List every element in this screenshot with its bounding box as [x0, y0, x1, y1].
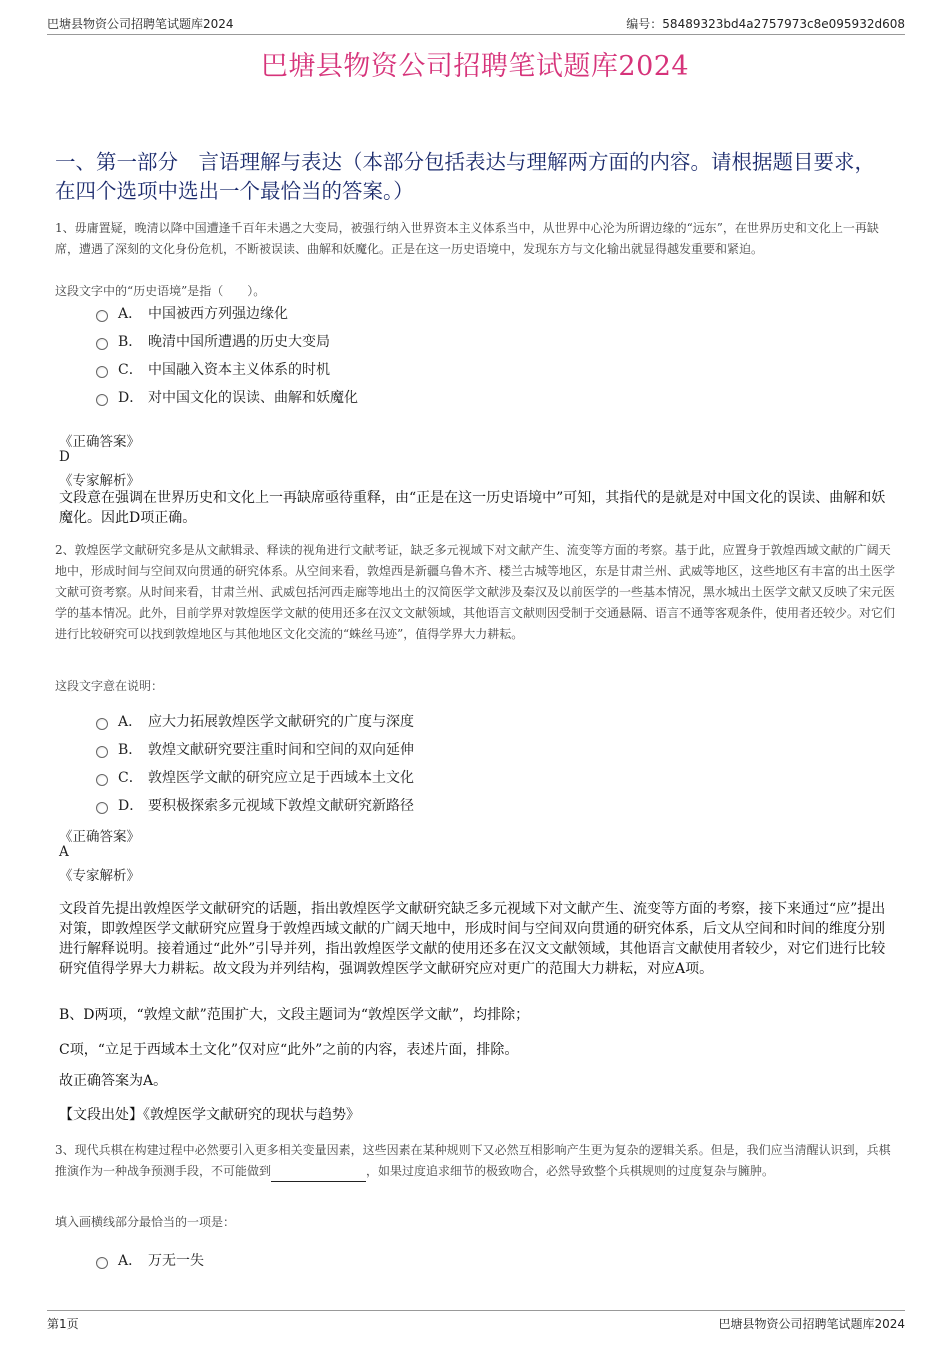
q1-option-b[interactable]	[96, 331, 330, 351]
radio-icon[interactable]	[96, 1257, 108, 1269]
radio-icon[interactable]	[96, 394, 108, 406]
page-header	[47, 14, 905, 35]
header-doc-id: 编号：58489323bd4a2757973c8e095932d608	[626, 17, 905, 31]
footer-page-number: 第1页	[47, 1317, 79, 1331]
fill-blank	[271, 1167, 366, 1182]
q3-passage	[55, 1140, 897, 1182]
q2-answer: A	[59, 844, 69, 860]
q2-passage: 2、敦煌医学文献研究多是从文献辑录、释读的视角进行文献考证，缺乏多元视域下对文献产生、流变等方面的考察。基于此，应置身于敦煌西域文献的广阔天地中，形成时间与空间双向贯通的研究体系。从空间来看，敦煌西是新疆乌鲁木齐、楼兰古城等地区，东是甘肃兰州、武威等地区，这些地区有丰富的出土医学文献可资考察。从时间来看，甘肃兰州、武威包括河西走廊等地出土的汉简医学文献涉及秦汉及以前医学的一些基本情况，黑水城出土医学文献又反映了宋元医学的基本情况。此外，目前学界对敦煌医学文献的使用还多在汉文文献领域，其他语言文献则因受制于交通悬隔、语言不通等客观条件，使用者还较少。对它们进行比较研究可以找到敦煌地区与其他地区文化交流的“蛛丝马迹”，值得学界大力耕耘。	[55, 543, 896, 641]
radio-icon[interactable]	[96, 774, 108, 786]
q3-question: 填入画横线部分最恰当的一项是：	[55, 1215, 236, 1229]
footer-title: 巴塘县物资公司招聘笔试题库2024	[718, 1317, 905, 1331]
q2-analysis-options-bd: B、D两项，“敦煌文献”范围扩大，文段主题词为“敦煌医学文献”，均排除；	[59, 1007, 530, 1023]
q2-option-b[interactable]	[96, 739, 414, 759]
q2-question: 这段文字意在说明：	[55, 679, 164, 693]
page-footer	[47, 1310, 905, 1335]
option-letter: A．	[118, 714, 143, 730]
option-letter: A．	[118, 1253, 143, 1269]
option-letter: A．	[118, 306, 143, 322]
option-text: 中国被西方列强边缘化	[148, 306, 288, 322]
radio-icon[interactable]	[96, 338, 108, 350]
option-letter: D．	[118, 798, 144, 814]
option-text: 万无一失	[148, 1253, 204, 1269]
q3-text-after: ，如果过度追求细节的极致吻合，必然导致整个兵棋规则的过度复杂与臃肿。	[366, 1164, 775, 1178]
option-text: 敦煌医学文献的研究应立足于西域本土文化	[148, 770, 414, 786]
section-heading: 一、第一部分 言语理解与表达（本部分包括表达与理解两方面的内容。请根据题目要求，在四个选项中选出一个最恰当的答案。）	[55, 150, 875, 203]
radio-icon[interactable]	[96, 310, 108, 322]
q1-analysis: 文段意在强调在世界历史和文化上一再缺席亟待重释，由“正是在这一历史语境中”可知，其指代的是就是对中国文化的误读、曲解和妖魔化。因此D项正确。	[59, 490, 886, 526]
q3-option-a[interactable]	[96, 1250, 204, 1270]
radio-icon[interactable]	[96, 746, 108, 758]
q2-option-d[interactable]	[96, 795, 414, 815]
q1-option-a[interactable]	[96, 303, 288, 323]
option-letter: B．	[118, 334, 143, 350]
radio-icon[interactable]	[96, 718, 108, 730]
option-text: 应大力拓展敦煌医学文献研究的广度与深度	[148, 714, 414, 730]
option-letter: B．	[118, 742, 143, 758]
q1-answer: D	[59, 449, 70, 465]
q1-option-d[interactable]	[96, 387, 358, 407]
q1-question: 这段文字中的“历史语境”是指（ ）。	[55, 284, 266, 298]
option-letter: D．	[118, 390, 144, 406]
q1-passage: 1、毋庸置疑，晚清以降中国遭逢千百年未遇之大变局，被强行纳入世界资本主义体系当中，从世界中心沦为所谓边缘的“远东”，在世界历史和文化上一再缺席，遭遇了深刻的文化身份危机，不断被误读、曲解和妖魔化。正是在这一历史语境中，发现东方与文化输出就显得越发重要和紧迫。	[55, 221, 879, 256]
option-text: 敦煌文献研究要注重时间和空间的双向延伸	[148, 742, 414, 758]
q2-option-c[interactable]	[96, 767, 414, 787]
radio-icon[interactable]	[96, 366, 108, 378]
q1-option-c[interactable]	[96, 359, 330, 379]
option-letter: C．	[118, 770, 143, 786]
option-text: 对中国文化的误读、曲解和妖魔化	[148, 390, 358, 406]
q2-analysis-label: 《专家解析》	[59, 868, 140, 884]
q2-analysis-conclusion: 故正确答案为A。	[59, 1073, 168, 1089]
q2-analysis: 文段首先提出敦煌医学文献研究的话题，指出敦煌医学文献研究缺乏多元视域下对文献产生、流变等方面的考察，接下来通过“应”提出对策，即敦煌医学文献研究应置身于敦煌西域文献的广阔天地中，形成时间与空间双向贯通的研究体系，后文从空间和时间的维度分别进行解释说明。接着通过“此外”引导并列，指出敦煌医学文献的使用还多在汉文文献领域，其他语言文献使用者较少，对它们进行比较研究值得学界大力耕耘。故文段为并列结构，强调敦煌医学文献研究应对更广的范围大力耕耘，对应A项。	[59, 901, 886, 977]
q2-answer-label: 《正确答案》	[59, 829, 140, 845]
page-title: 巴塘县物资公司招聘笔试题库2024	[260, 51, 690, 82]
option-text: 要积极探索多元视域下敦煌文献研究新路径	[148, 798, 414, 814]
q2-source: 【文段出处】《敦煌医学文献研究的现状与趋势》	[59, 1107, 360, 1123]
q2-analysis-option-c: C项，“立足于西域本土文化”仅对应“此外”之前的内容，表述片面，排除。	[59, 1042, 519, 1058]
option-letter: C．	[118, 362, 143, 378]
q1-answer-label: 《正确答案》	[59, 434, 140, 450]
q1-analysis-label: 《专家解析》	[59, 473, 140, 489]
option-text: 中国融入资本主义体系的时机	[148, 362, 330, 378]
header-title: 巴塘县物资公司招聘笔试题库2024	[47, 17, 234, 31]
option-text: 晚清中国所遭遇的历史大变局	[148, 334, 330, 350]
radio-icon[interactable]	[96, 802, 108, 814]
q3-text-before: 3、现代兵棋在构建过程中必然要引入更多相关变量因素，这些因素在某种规则下又必然互相影响产生更为复杂的逻辑关系。但是，我们应当清醒认识到，兵棋推演作为一种战争预测手段，不可能做到	[55, 1143, 891, 1178]
q2-option-a[interactable]	[96, 711, 414, 731]
